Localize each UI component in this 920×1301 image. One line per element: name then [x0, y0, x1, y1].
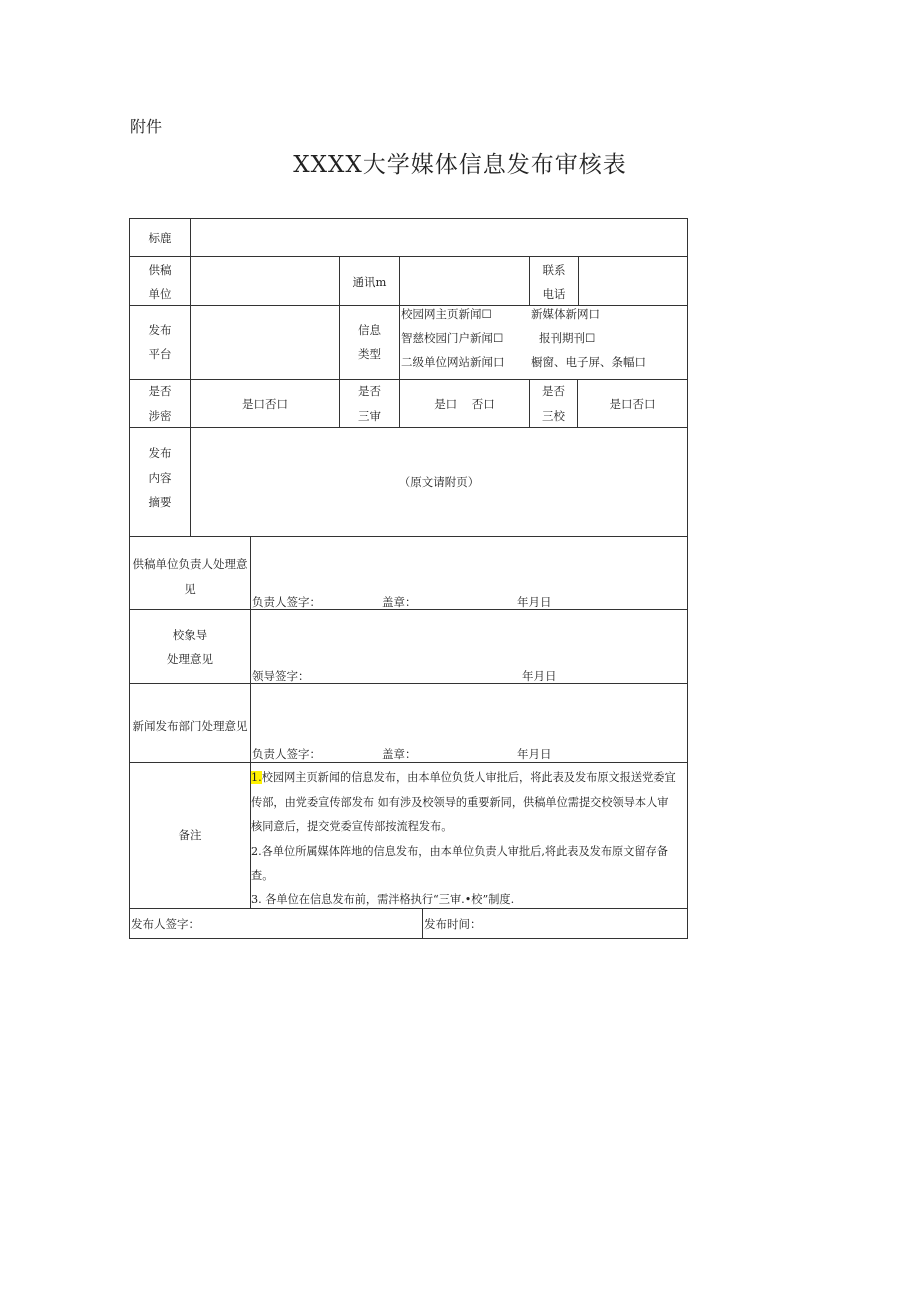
publisher-signature[interactable]: 发布人签字： [131, 917, 200, 931]
info-type-display-checkbox[interactable]: 橱窗、电子屏、条幅口 [531, 355, 646, 369]
remarks-label: 备注 [178, 828, 202, 842]
summary-label-1: 发布 [148, 446, 172, 460]
summary-label-2: 内容 [148, 471, 172, 485]
info-type-label-1: 信息 [358, 323, 381, 337]
unit-head-opinion-input[interactable] [252, 538, 686, 593]
news-dept-opinion-input[interactable] [252, 685, 686, 745]
remarks-line-5: 查。 [251, 869, 274, 882]
news-dept-label: 新闻发布部门处理意见 [132, 719, 248, 733]
three-check-label-2: 三校 [542, 409, 565, 423]
school-leader-label-2: 处理意见 [167, 652, 213, 666]
platform-label-1: 发布 [148, 323, 172, 337]
contact-label: 通讯m [352, 275, 387, 289]
news-dept-seal: 盖章： [382, 747, 417, 761]
info-type-newspaper-checkbox[interactable]: 报刊期刊☐ [539, 331, 596, 345]
three-check-label-1: 是否 [542, 384, 565, 398]
source-unit-input[interactable] [192, 258, 338, 304]
info-type-new-media-checkbox[interactable]: 新媒体新网口 [531, 307, 600, 321]
source-unit-label-1: 供稿 [148, 263, 172, 277]
remarks-line-1-text: 校园网主页新闻的信息发布，由本单位负货人审批后，将此表及发布原文报送党委宜 [261, 771, 676, 784]
three-review-label-1: 是否 [358, 384, 381, 398]
publish-time[interactable]: 发布时间： [424, 917, 482, 931]
info-type-campus-news-checkbox[interactable]: 校园网主页新闻☐ [401, 307, 492, 321]
school-leader-date: 年月日 [522, 669, 557, 683]
platform-input[interactable] [192, 307, 338, 378]
remarks-line-6: 3. 各单位在信息发布前，需泮格执行“三审.•校”制度. [251, 893, 515, 906]
unit-head-seal: 盖章： [382, 595, 417, 609]
title-field-input[interactable] [192, 220, 686, 255]
three-check-choice[interactable]: 是口否口 [609, 397, 656, 411]
remarks-line-1 [251, 771, 676, 785]
info-type-smart-portal-checkbox[interactable]: 智慈校园门户新闻☐ [401, 331, 504, 345]
source-unit-label-2: 单位 [148, 287, 172, 301]
summary-label-3: 摘要 [148, 495, 172, 509]
remarks-number-1: 1. [251, 771, 262, 784]
title-field-label: 标鹿 [148, 231, 172, 245]
three-review-choice[interactable]: 是口 否口 [434, 397, 495, 411]
school-leader-opinion-input[interactable] [252, 611, 686, 666]
platform-label-2: 平台 [148, 347, 172, 361]
unit-head-label-2: 见 [184, 582, 196, 596]
secret-choice[interactable]: 是口否口 [242, 397, 288, 411]
remarks-line-3: 核同意后，提交党委宣传部按流程发布。 [251, 820, 453, 833]
three-review-label-2: 三审 [358, 409, 381, 423]
unit-head-signature: 负责人签字： [252, 595, 321, 609]
remarks-line-2: 传部，由党委宣传部发布 如有涉及校领导的重要新同，供稿单位需提交校领导本人审 [251, 796, 669, 809]
info-type-label-2: 类型 [358, 347, 381, 361]
school-leader-signature: 领导签字： [252, 669, 310, 683]
remarks-line-4: 2.各单位所属媒体阵地的信息发布，由本单位负责人审批后,将此表及发布原文留存备 [251, 845, 668, 858]
unit-head-label-1: 供稿单位负责人处理意 [132, 557, 248, 571]
news-dept-signature: 负责人签字： [252, 747, 321, 761]
secret-label-2: 涉密 [148, 409, 172, 423]
phone-label-2: 电话 [542, 287, 566, 301]
attachment-label: 附件 [130, 117, 163, 136]
contact-input[interactable] [401, 258, 528, 304]
news-dept-date: 年月日 [517, 747, 552, 761]
phone-label-1: 联系 [542, 263, 566, 277]
school-leader-label-1: 校象导 [172, 628, 208, 642]
phone-input[interactable] [580, 258, 686, 304]
summary-placeholder[interactable]: （原文请附页） [398, 475, 480, 489]
unit-head-date: 年月日 [517, 595, 552, 609]
form-title: XXXX大学媒体信息发布审核表 [293, 152, 627, 178]
secret-label-1: 是否 [148, 384, 172, 398]
info-type-secondary-site-checkbox[interactable]: 二级单位网站新闻口 [401, 355, 505, 369]
